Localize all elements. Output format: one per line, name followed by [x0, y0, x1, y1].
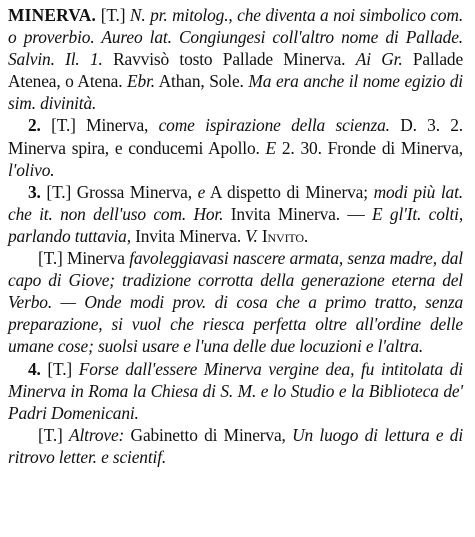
definition-text: V.: [245, 225, 258, 246]
quotation-text: Athan, Sole.: [158, 71, 244, 92]
sense-number: 3.: [28, 181, 41, 202]
entry-paragraph-2: [8, 114, 463, 180]
sense-number: 4.: [28, 358, 41, 379]
definition-text: Altrove:: [69, 424, 125, 445]
cross-reference: Invito.: [261, 225, 309, 246]
entry-paragraph-4: [8, 247, 463, 357]
definition-text: l'olivo.: [8, 159, 55, 180]
source-tag: [T.]: [51, 115, 76, 136]
source-tag: [T.]: [38, 248, 63, 269]
definition-text: E gl'It. colti, parlando tuttavia,: [8, 203, 464, 246]
definition-text: E: [265, 137, 277, 158]
definition-text: Ebr.: [127, 71, 155, 92]
sense-number: 2.: [28, 115, 41, 136]
source-tag: [T.]: [46, 181, 72, 202]
definition-text: modi più lat. che it. non dell'uso com. Hor.: [8, 181, 463, 224]
entry-paragraph-1: [8, 4, 463, 114]
quotation-text: Minerva,: [86, 115, 149, 136]
quotation-text: Gabinetto di Minerva,: [130, 424, 286, 445]
quotation-text: Ravvisò tosto Pallade Minerva.: [113, 49, 346, 70]
quotation-text: Minerva: [67, 248, 125, 269]
definition-text: come ispirazione della scienza.: [158, 115, 390, 136]
definition-text: Un luogo di lettura e di ritrovo letter. e scientif.: [8, 424, 464, 467]
entry-paragraph-6: [8, 424, 463, 468]
quotation-text: Pallade Atenea, o Atena.: [8, 49, 464, 92]
quotation-text: Invita Minerva. —: [230, 203, 365, 224]
source-tag: [T.]: [47, 358, 73, 379]
definition-text: Forse dall'essere Minerva vergine dea, fu intitolata di Minerva in Roma la Chiesa di S. M. e lo Studio e la Biblioteca de' Padri Domenicani.: [8, 358, 463, 423]
definition-text: Ma era anche il nome egizio di sim. divinità.: [8, 71, 463, 114]
entry-paragraph-3: [8, 181, 463, 247]
entry-paragraph-5: [8, 358, 463, 424]
source-tag: [T.]: [38, 424, 63, 445]
quotation-text: A dispetto di Minerva;: [209, 181, 368, 202]
entry-lemma: MINERVA.: [8, 5, 97, 25]
definition-text: favoleggiavasi nascere armata, senza madre, dal capo di Giove; tradizione corrotta della generazione eterna del Verbo. — Onde modi prov. di cosa che a primo tratto, senza preparazione, si vuol che riesca perfetta oltre all'ordine delle umane cose; suolsi usare e l'una delle due locuzioni e l'altra.: [8, 248, 463, 357]
definition-text: N. pr. mitolog., che diventa a noi simbolico com. o proverbio. Aureo lat. Congiungesi coll'altro nome di Pallade. Salvin. Il. 1.: [8, 5, 464, 70]
quotation-text: Invita Minerva.: [135, 225, 242, 246]
quotation-text: D. 3. 2. Minerva spira, e conducemi Apollo.: [8, 115, 464, 158]
source-tag: [T.]: [100, 5, 126, 25]
quotation-text: 2. 30. Fronde di Minerva,: [281, 137, 463, 158]
definition-text: Ai Gr.: [355, 49, 403, 70]
definition-text: e: [197, 181, 206, 202]
quotation-text: Grossa Minerva,: [76, 181, 192, 202]
